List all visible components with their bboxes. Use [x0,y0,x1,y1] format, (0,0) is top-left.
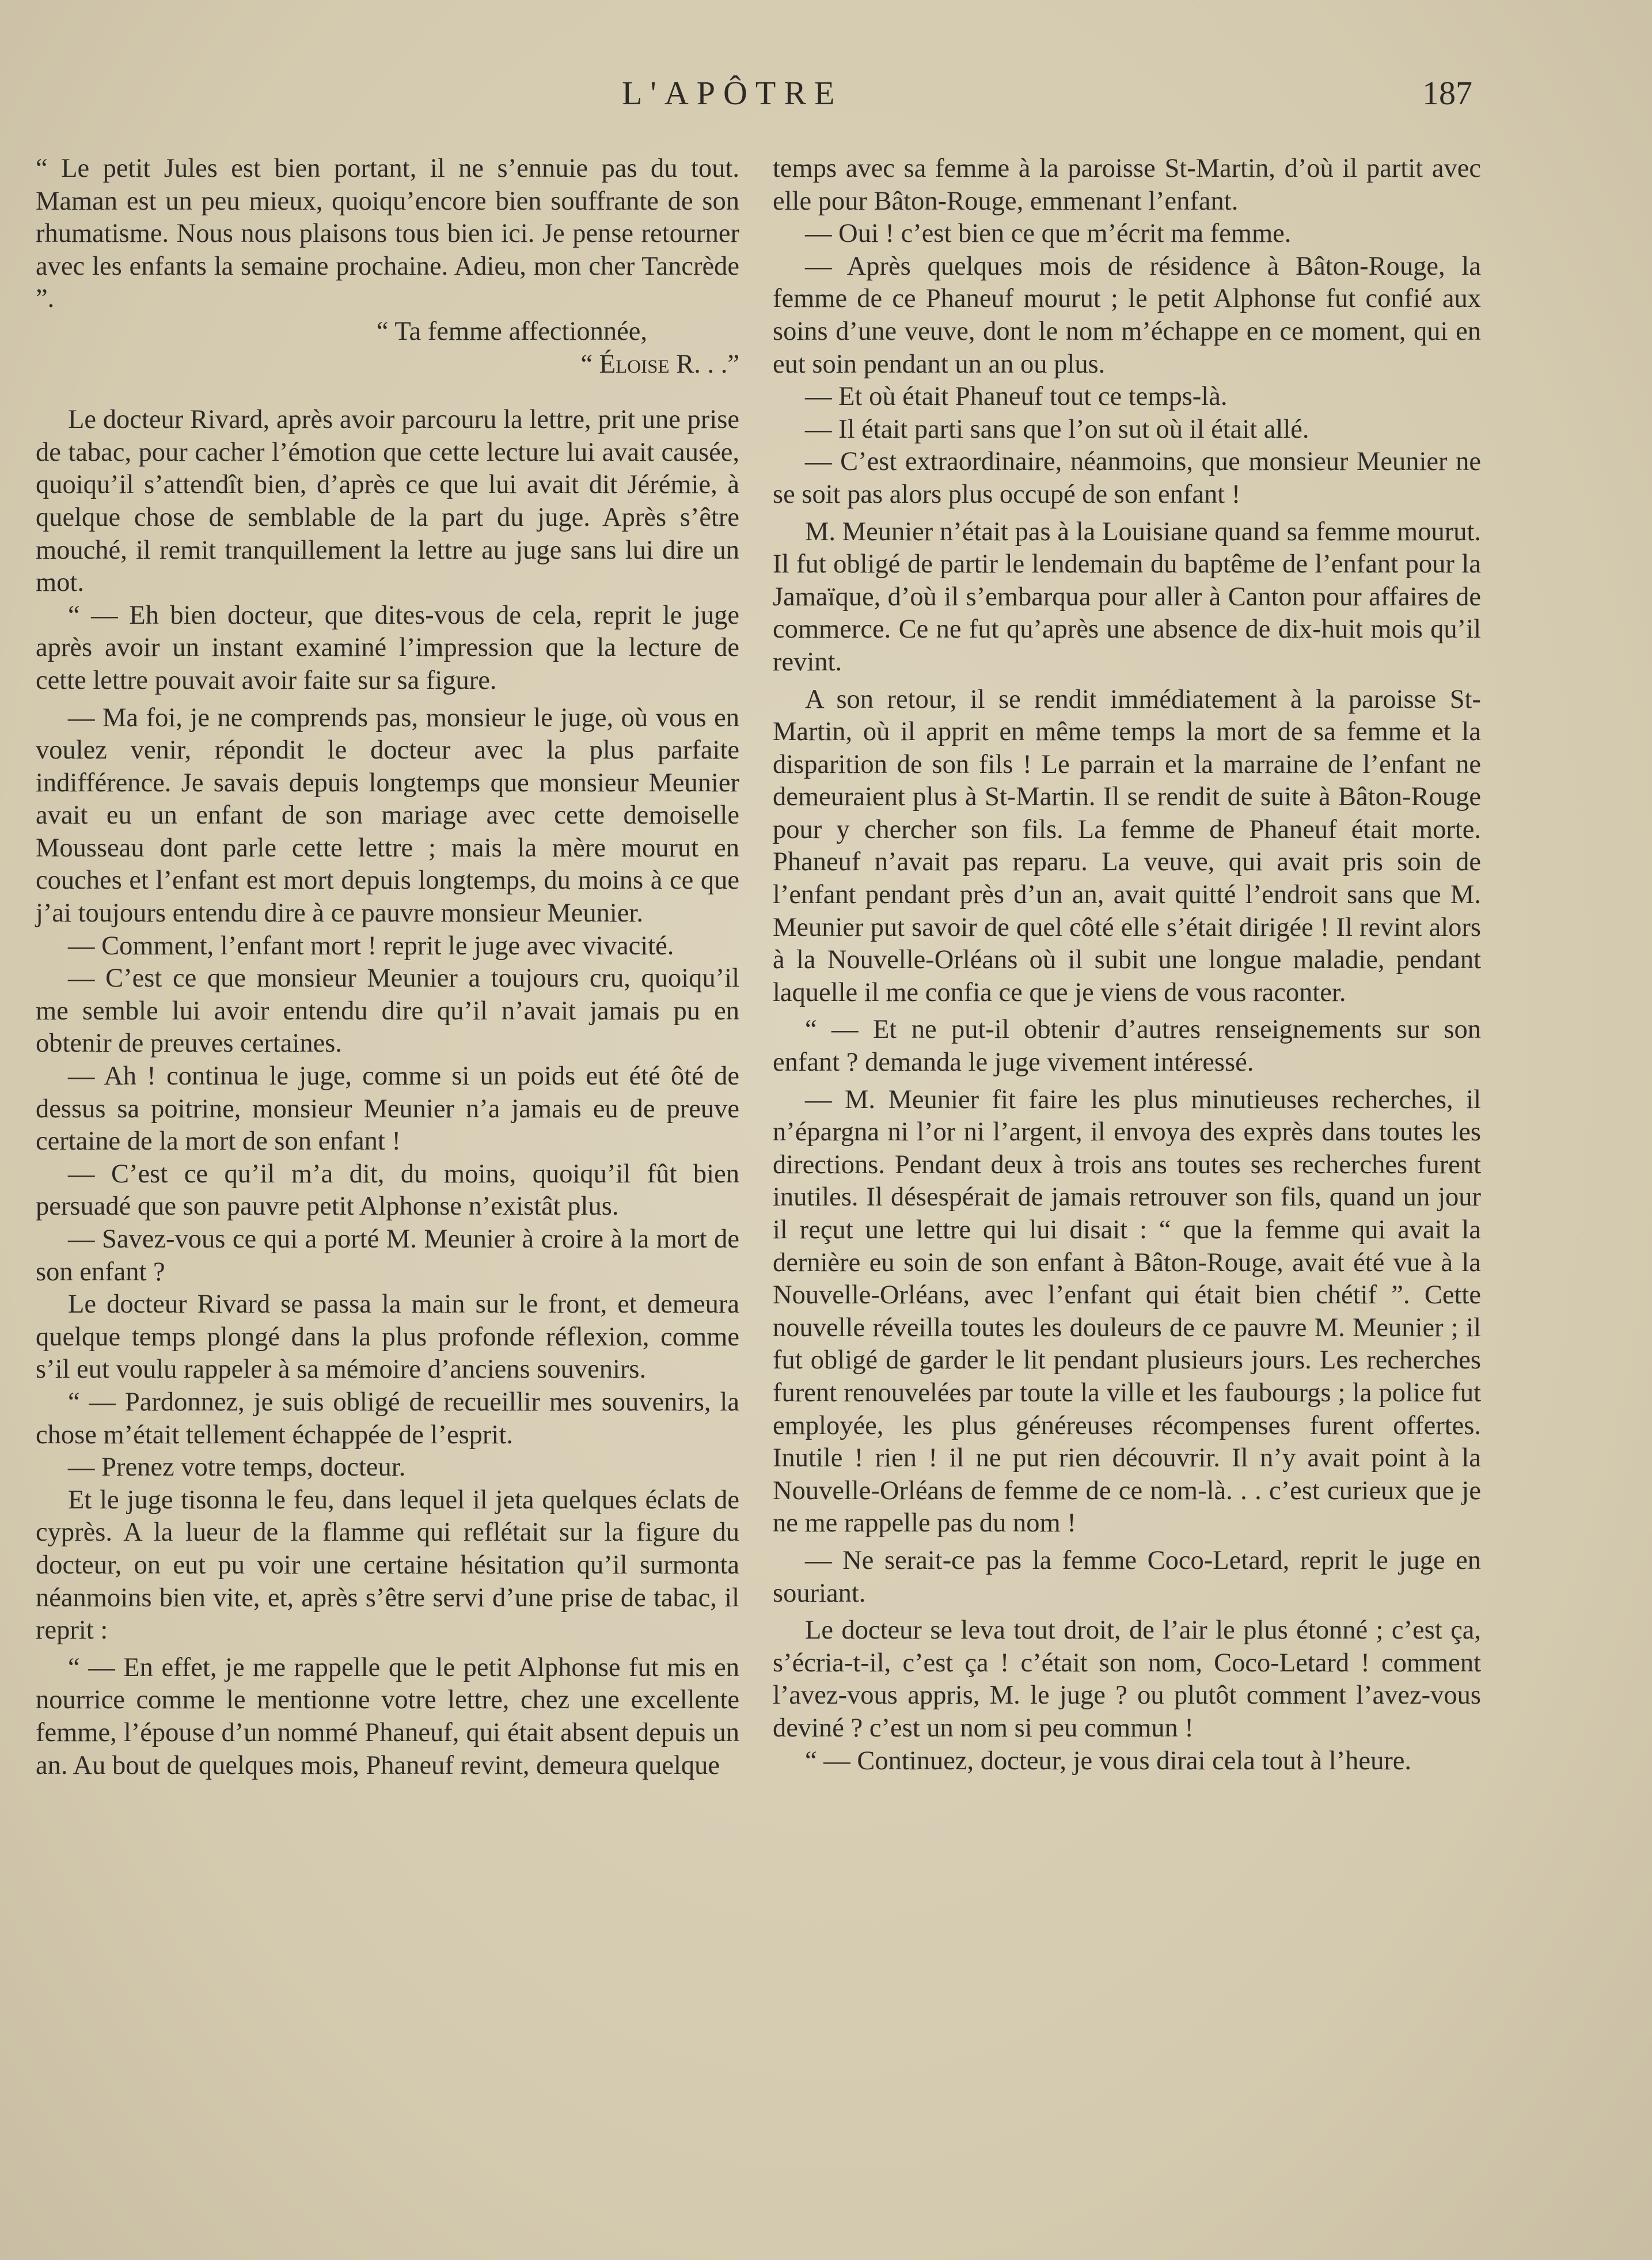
paragraph: Le docteur se leva tout droit, de l’air le plus étonné ; c’est ça, s’écria-t-il, c’est ça ! c’était son nom, Coco-Letard ! comment l’avez-vous appris, M. le juge ? ou plutôt comment l’avez-vous deviné ? c’est un nom si peu commun ! [773,1616,1481,1743]
paragraph: — Ne serait-ce pas la femme Coco-Letard, reprit le juge en souriant. [773,1545,1481,1608]
paragraph: Et le juge tisonna le feu, dans lequel il jeta quelques éclats de cyprès. A la lueur de la flamme qui reflétait sur la figure du docteur, on eut pu voir une certaine hésitation qu’il surmonta néanmoins bien vite, et, après s’être servi d’une prise de tabac, il reprit : [36,1485,739,1645]
running-header [0,74,1652,120]
paragraph: “ — Continuez, docteur, je vous dirai cela tout à l’heure. [805,1746,1412,1776]
paragraph: — Savez-vous ce qui a porté M. Meunier à croire à la mort de son enfant ? [36,1224,739,1287]
letter-text: “ Le petit Jules est bien portant, il ne s’ennuie pas du tout. Maman est un peu mieux, quoiqu’encore bien souffrante de son rhumatisme. Nous nous plaisons tous bien ici. Je pense retourner avec les enfants la semaine prochaine. Adieu, mon cher Tancrède ”. [36,154,739,314]
paragraph: — Ma foi, je ne comprends pas, monsieur le juge, où vous en voulez venir, répondit le docteur avec la plus parfaite indifférence. Je savais depuis longtemps que monsieur Meunier avait eu un enfant de son mariage avec cette demoiselle Mousseau dont parle cette lettre ; mais la mère mourut en couches et l’enfant est mort depuis longtemps, du moins à ce que j’ai toujours entendu dire à ce pauvre monsieur Meunier. [36,703,739,928]
paragraph: “ — Pardonnez, je suis obligé de recueillir mes souvenirs, la chose m’était tellement échappée de l’esprit. [36,1387,739,1450]
paragraph: — Prenez votre temps, docteur. [68,1453,406,1482]
paragraph: — Oui ! c’est bien ce que m’écrit ma femme. [805,219,1292,249]
paragraph: — Ah ! continua le juge, comme si un poids eut été ôté de dessus sa poitrine, monsieur Meunier n’a jamais eu de preuve certaine de la mort de son enfant ! [36,1061,739,1156]
paragraph: temps avec sa femme à la paroisse St-Martin, d’où il partit avec elle pour Bâton-Rouge, emmenant l’enfant. [773,154,1481,216]
paragraph: — Et où était Phaneuf tout ce temps-là. [805,382,1228,412]
letter-closing: “ Ta femme affectionnée, [376,316,647,346]
paragraph: — M. Meunier fit faire les plus minutieuses recherches, il n’épargna ni l’or ni l’argent, il envoya des exprès dans toutes les directions. Pendant deux à trois ans toutes ses recherches furent inutiles. Il désespérait de jamais retrouver son fils, quand un jour il reçut une lettre qui lui disait : “ que la femme qui avait la dernière eu soin de son enfant à Bâton-Rouge, avait été vue à la Nouvelle-Orléans, avec l’enfant qui était bien chétif ”. Cette nouvelle réveilla toutes les douleurs de ce pauvre M. Meunier ; il fut obligé de garder le lit pendant plusieurs jours. Les recherches furent renouvelées par toute la ville et les faubourgs ; la police fut employée, les plus généreuses récompenses furent offertes. Inutile ! rien ! il ne put rien découvrir. Il n’y avait point à la Nouvelle-Orléans de femme de ce nom-là. . . c’est curieux que je ne me rappelle pas du nom ! [773,1085,1481,1538]
paragraph: A son retour, il se rendit immédiatement à la paroisse St-Martin, où il apprit en même temps la mort de sa femme et la disparition de son fils ! Le parrain et la marraine de l’enfant ne demeuraient plus à St-Martin. Il se rendit de suite à Bâton-Rouge pour y chercher son fils. La femme de Phaneuf était morte. Phaneuf n’avait pas reparu. La veuve, qui avait pris soin de l’enfant pendant près d’un an, avait quitté l’endroit sans que M. Meunier put savoir de quel côté elle s’était dirigée ! Il revint alors à la Nouvelle-Orléans où il subit une longue maladie, pendant laquelle il me confia ce que je viens de vous raconter. [773,684,1481,1007]
letter-signature: “ Éloise R. . .” [580,349,739,379]
paragraph: — Après quelques mois de résidence à Bâton-Rouge, la femme de ce Phaneuf mourut ; le petit Alphonse fut confié aux soins d’une veuve, dont le nom m’échappe en ce moment, qui en eut soin pendant un an ou plus. [773,251,1481,379]
paragraph: — Comment, l’enfant mort ! reprit le juge avec vivacité. [68,931,674,961]
paragraph: — Il était parti sans que l’on sut où il était allé. [805,414,1309,444]
quoted-letter [36,153,739,316]
paragraph: “ — En effet, je me rappelle que le petit Alphonse fut mis en nourrice comme le mentionne votre lettre, chez une excellente femme, l’épouse d’un nommé Phaneuf, qui était absent depuis un an. Au bout de quelques mois, Phaneuf revint, demeura quelque [36,1652,739,1780]
paragraph: — C’est ce que monsieur Meunier a toujours cru, quoiqu’il me semble lui avoir entendu dire qu’il n’avait jamais pu en obtenir de preuves certaines. [36,964,739,1059]
paragraph: M. Meunier n’était pas à la Louisiane quand sa femme mourut. Il fut obligé de partir le lendemain du baptême de l’enfant pour la Jamaïque, d’où il s’embarqua pour aller à Canton pour affaires de commerce. Ce ne fut qu’après une absence de dix-huit mois qu’il revint. [773,517,1481,677]
left-column [36,153,739,1782]
paragraph: Le docteur Rivard, après avoir parcouru la lettre, prit une prise de tabac, pour cacher l’émotion que cette lecture lui avait causée, quoiqu’il s’attendît bien, d’après ce que lui avait dit Jérémie, à quelque chose de semblable de la part du juge. Après s’être mouché, il remit tranquillement la lettre au juge sans lui dire un mot. [36,405,739,598]
paragraph: — C’est extraordinaire, néanmoins, que monsieur Meunier ne se soit pas alors plus occupé de son enfant ! [773,447,1481,509]
running-title: L'APÔTRE [622,74,843,112]
paragraph: — C’est ce qu’il m’a dit, du moins, quoiqu’il fût bien persuadé que son pauvre petit Alphonse n’existât plus. [36,1159,739,1222]
paragraph: “ — Et ne put-il obtenir d’autres renseignements sur son enfant ? demanda le juge vivement intéressé. [773,1015,1481,1078]
paragraph: Le docteur Rivard se passa la main sur le front, et demeura quelque temps plongé dans la plus profonde réflexion, comme s’il eut voulu rappeler à sa mémoire d’anciens souvenirs. [36,1290,739,1385]
page-number: 187 [1422,74,1472,112]
paragraph: “ — Eh bien docteur, que dites-vous de cela, reprit le juge après avoir un instant examiné l’impression que la lecture de cette lettre pouvait avoir faite sur sa figure. [36,600,739,695]
right-column [773,153,1481,1777]
